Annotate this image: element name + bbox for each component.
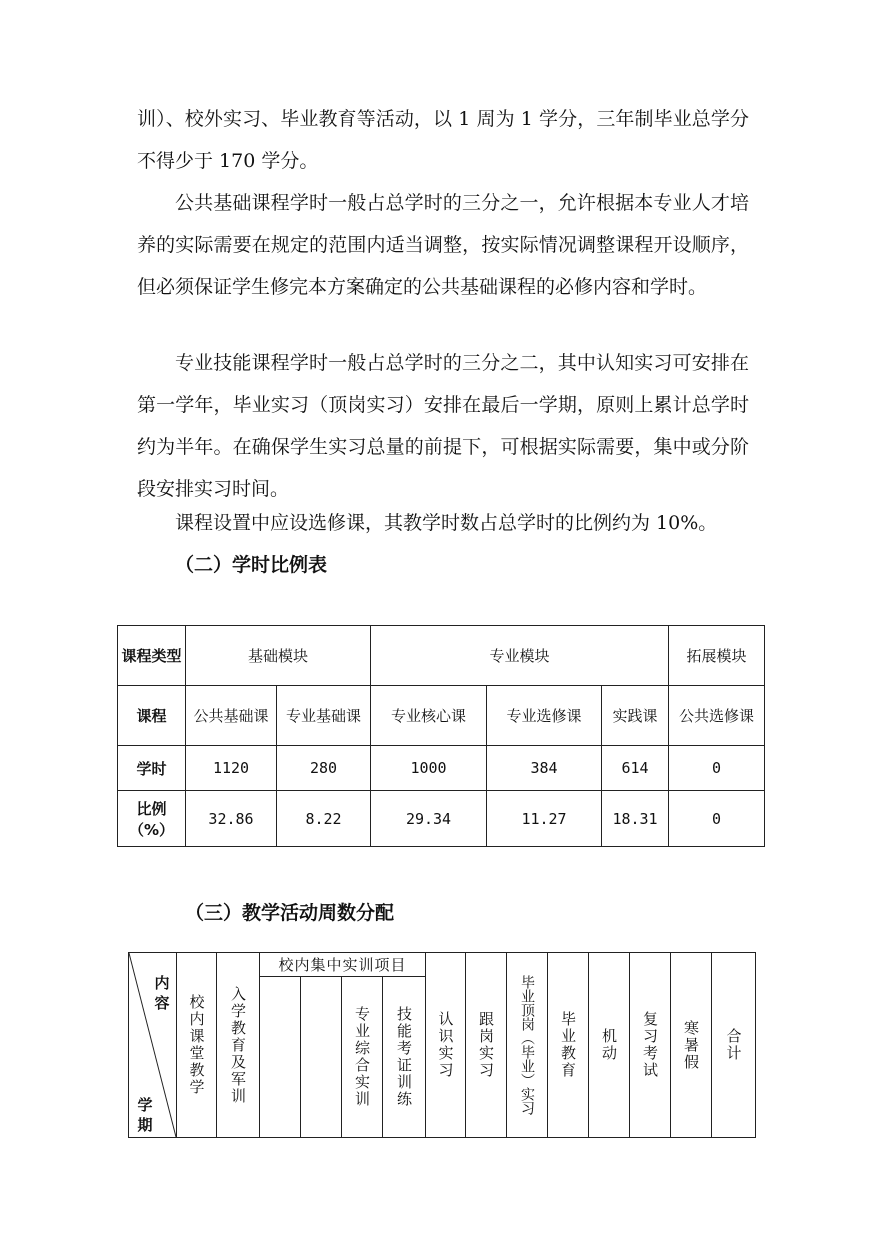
paragraph-3: 专业技能课程学时一般占总学时的三分之二，其中认知实习可安排在第一学年，毕业实习（顶岗实习）安排在最后一学期，原则上累计总学时约为半年。在确保学生实习总量的前提下，可根据实际需要，集中或分阶段安排实习时间。 <box>137 352 749 500</box>
hours-cell: 1000 <box>371 746 487 791</box>
course-cell: 专业核心课 <box>371 686 487 746</box>
col-exam: 复习考试 <box>630 953 671 1138</box>
course-cell: 公共基础课 <box>186 686 277 746</box>
row-header-ratio: 比例（%） <box>118 791 186 847</box>
corner-header <box>129 953 177 1138</box>
paragraph-2: 公共基础课程学时一般占总学时的三分之一，允许根据本专业人才培养的实际需要在规定的范围内适当调整，按实际情况调整课程开设顺序，但必须保证学生修完本方案确定的公共基础课程的必修内容和学时。 <box>137 192 749 298</box>
col-sub-4: 技能考证训练 <box>383 977 426 1138</box>
ratio-cell: 29.34 <box>371 791 487 847</box>
row-header-hours: 学时 <box>118 746 186 791</box>
col-flex: 机动 <box>589 953 630 1138</box>
course-cell: 公共选修课 <box>669 686 765 746</box>
col-cognition: 认识实习 <box>426 953 466 1138</box>
hours-ratio-table <box>117 625 765 847</box>
col-graduation: 毕业教育 <box>548 953 589 1138</box>
ratio-cell: 8.22 <box>277 791 371 847</box>
ratio-cell: 32.86 <box>186 791 277 847</box>
col-sub-3: 专业综合实训 <box>342 977 383 1138</box>
hours-cell: 280 <box>277 746 371 791</box>
corner-content-label: 内容 <box>154 974 170 1012</box>
paragraph-1: 训）、校外实习、毕业教育等活动，以 1 周为 1 学分，三年制毕业总学分不得少于 170 学分。 <box>137 108 749 172</box>
course-cell: 专业基础课 <box>277 686 371 746</box>
row-header-type: 课程类型 <box>118 626 186 686</box>
hours-cell: 0 <box>669 746 765 791</box>
ratio-cell: 18.31 <box>602 791 669 847</box>
col-sub-1 <box>260 977 301 1138</box>
col-follow: 跟岗实习 <box>466 953 507 1138</box>
hours-cell: 1120 <box>186 746 277 791</box>
module-extension: 拓展模块 <box>669 626 765 686</box>
hours-cell: 384 <box>487 746 602 791</box>
paragraph-4: 课程设置中应设选修课，其教学时数占总学时的比例约为 10%。 <box>175 512 718 534</box>
col-military: 入学教育及军训 <box>217 953 260 1138</box>
weeks-allocation-table <box>128 952 756 1138</box>
hours-cell: 614 <box>602 746 669 791</box>
col-vacation: 寒暑假 <box>671 953 712 1138</box>
col-internship: 毕业顶岗（毕业）实习 <box>507 953 548 1138</box>
course-cell: 实践课 <box>602 686 669 746</box>
col-sub-2 <box>301 977 342 1138</box>
corner-semester-label: 学期 <box>137 1096 153 1134</box>
ratio-cell: 0 <box>669 791 765 847</box>
ratio-cell: 11.27 <box>487 791 602 847</box>
section-title-weeks: （三）教学活动周数分配 <box>185 902 395 924</box>
row-header-course: 课程 <box>118 686 186 746</box>
section-title-ratio: （二）学时比例表 <box>175 554 328 576</box>
course-cell: 专业选修课 <box>487 686 602 746</box>
module-basic: 基础模块 <box>186 626 371 686</box>
module-professional: 专业模块 <box>371 626 669 686</box>
col-classroom: 校内课堂教学 <box>177 953 217 1138</box>
col-total: 合计 <box>712 953 756 1138</box>
col-group-training: 校内集中实训项目 <box>260 953 426 977</box>
